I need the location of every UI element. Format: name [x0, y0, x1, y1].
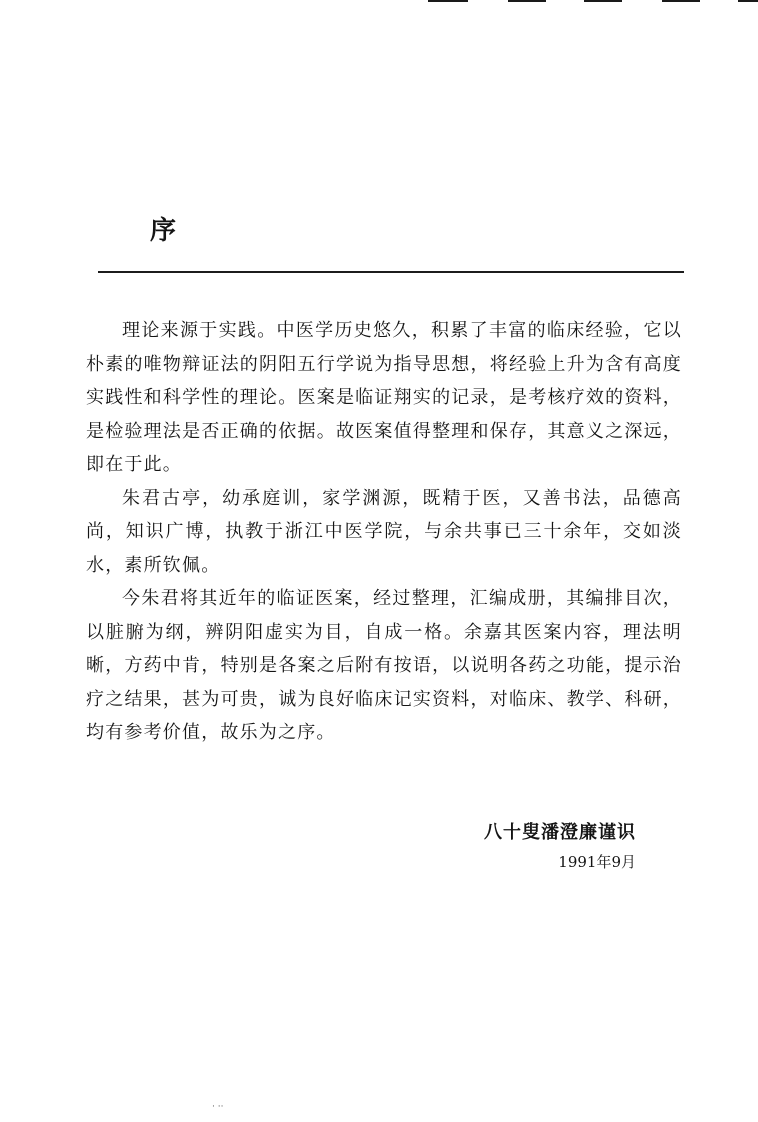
- top-edge-mark: [584, 0, 622, 2]
- author-signature: 八十叟潘澄廉谨识: [484, 822, 636, 843]
- preface-body: [86, 314, 682, 750]
- page-number: · ··: [212, 1102, 224, 1112]
- top-edge-mark: [662, 0, 700, 2]
- page-title: 序: [150, 216, 177, 246]
- paragraph: 朱君古亭，幼承庭训，家学渊源，既精于医，又善书法，品德高尚，知识广博，执教于浙江中医学院，与余共事已三十余年，交如淡水，素所钦佩。: [86, 487, 682, 576]
- signature-date: 1991年9月: [558, 853, 636, 871]
- paragraph: 今朱君将其近年的临证医案，经过整理，汇编成册，其编排目次，以脏腑为纲，辨阴阳虚实为目，自成一格。余嘉其医案内容，理法明晰，方药中肯，特别是各案之后附有按语，以说明各药之功能，提示治疗之结果，甚为可贵，诚为良好临床记实资料，对临床、教学、科研，均有参考价值，故乐为之序。: [86, 588, 682, 743]
- top-edge-mark: [428, 0, 468, 2]
- paragraph: 理论来源于实践。中医学历史悠久，积累了丰富的临床经验，它以朴素的唯物辩证法的阴阳五行学说为指导思想，将经验上升为含有高度实践性和科学性的理论。医案是临证翔实的记录，是考核疗效的资料，是检验理法是否正确的依据。故医案值得整理和保存，其意义之深远，即在于此。: [86, 320, 682, 475]
- title-divider: [98, 271, 684, 273]
- top-edge-mark: [738, 0, 758, 2]
- top-edge-mark: [508, 0, 546, 2]
